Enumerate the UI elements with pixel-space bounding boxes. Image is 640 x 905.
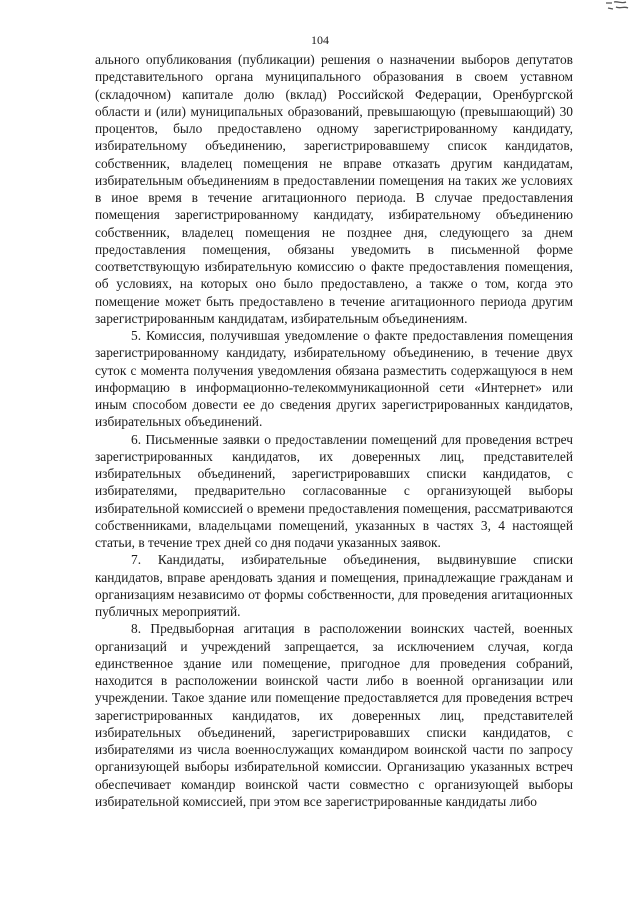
paragraph-item-6: 6. Письменные заявки о предоставлении помещений для проведения встреч зарегистрированных кандидатов, их доверенных лиц, представителей избирательных объединений, зарегистрировавших списки кандидатов, с избирателями, предварительно согласованные с организующей выборы избирательной комиссией о времени предоставления помещения, рассматриваются собственниками, владельцами помещений, указанных в частях 3, 4 настоящей статьи, в течение трех дней со дня подачи указанных заявок. [95, 431, 573, 550]
paragraph-item-8: 8. Предвыборная агитация в расположении воинских частей, военных организаций и учреждений запрещается, за исключением случая, когда единственное здание или помещение, пригодное для проведения собраний, находится в расположении воинской части либо в военной организации или учреждении. Такое здание или помещение предоставляется для проведения встреч зарегистрированных кандидатов, их доверенных лиц, представителей избирательных объединений, зарегистрировавших списки кандидатов, с избирателями из числа военнослужащих командиром воинской части по запросу организующей выборы избирательной комиссии. Организацию указанных встреч обеспечивает командир воинской части совместно с организующей выборы избирательной комиссией, при этом все зарегистрированные кандидаты либо [95, 621, 573, 809]
document-body [95, 51, 573, 810]
paragraph-item-5: 5. Комиссия, получившая уведомление о факте предоставления помещения зарегистрированному кандидату, избирательному объединению, в течение двух суток с момента получения уведомления обязана разместить содержащуюся в нем информацию в информационно-телекоммуникационной сети «Интернет» или иным способом довести ее до сведения других зарегистрированных кандидатов, избирательных объединений. [95, 328, 573, 430]
paragraph-continuation: ального опубликования (публикации) решения о назначении выборов депутатов представительного органа муниципального образования в своем уставном (складочном) капитале долю (вклад) Российской Федерации, Оренбургской области и (или) муниципальных образований, превышающую (превышающий) 30 процентов, было предоставлено одному зарегистрированному кандидату, избирательному объединению, зарегистрировавшему список кандидатов, собственник, владелец помещения не вправе отказать другим кандидатам, избирательным объединениям в предоставлении помещения на таких же условиях в иное время в течение агитационного периода. В случае предоставления помещения зарегистрированному кандидату, избирательному объединению собственник, владелец помещения не позднее дня, следующего за днем предоставления помещения, обязаны уведомить в письменной форме соответствующую избирательную комиссию о факте предоставления помещения, об условиях, на которых оно было предоставлено, а также о том, когда это помещение может быть предоставлено в течение агитационного периода другим зарегистрированным кандидатам, избирательным объединениям. [95, 52, 573, 326]
page-number: 104 [311, 33, 329, 47]
scan-artifact-mark [604, 0, 630, 18]
paragraph-item-7: 7. Кандидаты, избирательные объединения, выдвинувшие списки кандидатов, вправе арендовать здания и помещения, принадлежащие гражданам и организациям независимо от формы собственности, для проведения агитационных публичных мероприятий. [95, 552, 573, 619]
